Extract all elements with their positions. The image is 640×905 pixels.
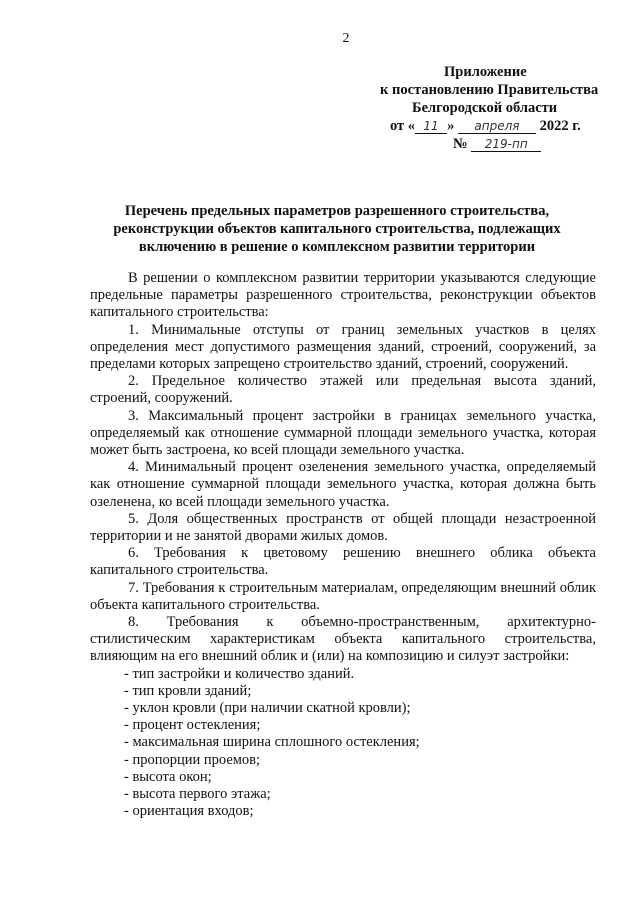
requirements-list xyxy=(90,666,596,821)
handwritten-date-day: 11 xyxy=(415,119,447,134)
list-item: - тип кровли зданий; xyxy=(124,682,252,699)
date-year: 2022 г. xyxy=(539,118,581,134)
paragraph-item-5: 5. Доля общественных пространств от общей площади незастроенной территории и не занятой дворами жилых домов. xyxy=(90,510,596,545)
paragraph-item-8: 8. Требования к объемно-пространственным, архитектурно-стилистическим характеристикам объекта капитального строительства, влияющим на его внешний облик и (или) на композицию и силуэт застройки: xyxy=(90,614,596,665)
list-item: - максимальная ширина сплошного остекления; xyxy=(124,734,420,751)
document-title: Перечень предельных параметров разрешенного строительства, реконструкции объектов капитального строительства, подлежащих включению в решение о комплексном развитии территории xyxy=(113,203,561,255)
appendix-region-line: Белгородской области xyxy=(412,100,558,116)
appendix-resolution-line: к постановлению Правительства xyxy=(380,82,599,98)
list-item: - уклон кровли (при наличии скатной кровли); xyxy=(124,700,411,717)
paragraph-item-2: 2. Предельное количество этажей или предельная высота зданий, строений, сооружений. xyxy=(90,373,596,407)
handwritten-number: 219-пп xyxy=(471,137,541,152)
handwritten-date-month: апреля xyxy=(458,119,536,134)
appendix-date-line xyxy=(340,117,596,135)
intro-paragraph: В решении о комплексном развитии территории указываются следующие предельные параметры разрешенного строительства, реконструкции объектов капитального строительства: xyxy=(90,270,596,321)
paragraph-item-3: 3. Максимальный процент застройки в границах земельного участка, определяемый как отношение суммарной площади земельного участка, которая может быть застроена, ко всей площади земельного участка. xyxy=(90,407,596,459)
list-item: - процент остекления; xyxy=(124,717,261,734)
paragraph-item-1: 1. Минимальные отступы от границ земельных участков в целях определения мест допустимого размещения зданий, строений, сооружений, за пределами которых запрещено строительство зданий, строений, сооружений. xyxy=(90,321,596,373)
paragraph-item-6: 6. Требования к цветовому решению внешнего облика объекта капитального строительства. xyxy=(90,545,596,579)
number-prefix: № xyxy=(453,136,468,152)
appendix-title: Приложение xyxy=(444,64,527,80)
list-item: - тип застройки и количество зданий. xyxy=(124,665,355,682)
list-item: - высота первого этажа; xyxy=(124,786,271,803)
list-item: - пропорции проемов; xyxy=(124,751,261,768)
page-number: 2 xyxy=(342,31,350,46)
list-item: - высота окон; xyxy=(124,768,212,785)
document-body xyxy=(90,270,596,821)
paragraph-item-4: 4. Минимальный процент озеленения земельного участка, определяемый как отношение суммарной площади земельного участка, которая должна быть озеленена, ко всей площади земельного участка. xyxy=(90,459,596,510)
appendix-block xyxy=(340,63,599,153)
list-item: - ориентация входов; xyxy=(124,803,254,820)
appendix-number-line xyxy=(340,135,596,153)
date-prefix: от « xyxy=(390,118,416,134)
paragraph-item-7: 7. Требования к строительным материалам, определяющим внешний облик объекта капитального строительства. xyxy=(90,579,596,613)
date-mid: » xyxy=(447,118,455,134)
